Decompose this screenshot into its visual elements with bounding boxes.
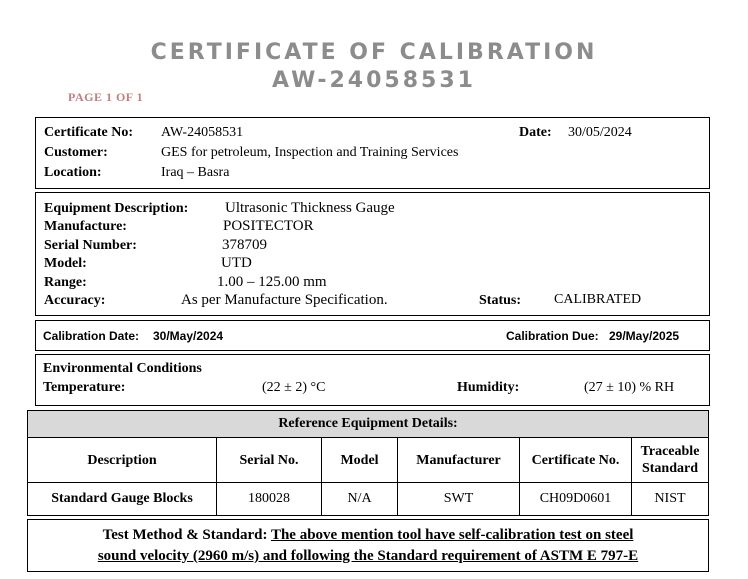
column-header: Certificate No.	[520, 438, 632, 483]
accuracy-value: As per Manufacture Specification.	[181, 292, 388, 308]
manufacture-value: POSITECTOR	[223, 218, 314, 234]
model-value: UTD	[221, 255, 252, 271]
temperature-label: Temperature:	[43, 380, 126, 395]
table-cell: SWT	[398, 483, 520, 516]
date-label: Date:	[519, 125, 552, 140]
table-cell: N/A	[322, 483, 398, 516]
humidity-label: Humidity:	[457, 380, 520, 395]
serial-number-value: 378709	[222, 237, 267, 253]
table-cell: 180028	[217, 483, 322, 516]
column-header: Manufacturer	[398, 438, 520, 483]
certificate-no-label: Certificate No:	[44, 125, 134, 140]
certificate-number-title: AW-24058531	[272, 68, 476, 93]
calibration-due-value: 29/May/2025	[609, 329, 680, 343]
calibration-date-label: Calibration Date:	[43, 329, 140, 343]
serial-number-label: Serial Number:	[44, 238, 137, 253]
table-cell: Standard Gauge Blocks	[28, 483, 217, 516]
page-label: PAGE 1 OF 1	[68, 90, 144, 104]
table-header-row	[28, 438, 709, 483]
range-label: Range:	[44, 275, 87, 290]
column-header: Serial No.	[217, 438, 322, 483]
accuracy-label: Accuracy:	[44, 293, 106, 308]
equipment-description-label: Equipment Description:	[44, 201, 189, 216]
reference-equipment-table	[27, 410, 709, 516]
test-method-box	[27, 519, 709, 572]
status-value: CALIBRATED	[554, 292, 642, 307]
temperature-value: (22 ± 2) °C	[262, 380, 326, 395]
header-box	[35, 117, 710, 189]
location-value: Iraq – Basra	[161, 165, 230, 180]
certificate-title: CERTIFICATE OF CALIBRATION	[150, 40, 598, 65]
test-method-line-1: The above mention tool have self-calibration test on steel	[270, 527, 634, 543]
column-header: Description	[28, 438, 217, 483]
test-method-label: Test Method & Standard:	[102, 527, 268, 543]
certificate-no-value: AW-24058531	[161, 125, 244, 140]
column-header: Traceable Standard	[632, 438, 709, 483]
calibration-dates-box	[35, 320, 710, 351]
calibration-date-value: 30/May/2024	[153, 329, 224, 343]
status-label: Status:	[479, 293, 522, 308]
humidity-value: (27 ± 10) % RH	[584, 380, 675, 395]
test-method-line-2: sound velocity (2960 m/s) and following the Standard requirement of ASTM E 797-E	[97, 548, 639, 564]
equipment-box	[35, 192, 710, 316]
table-row	[28, 483, 709, 516]
model-label: Model:	[44, 256, 87, 271]
location-label: Location:	[44, 165, 102, 180]
customer-label: Customer:	[44, 145, 108, 160]
range-value: 1.00 – 125.00 mm	[217, 274, 327, 290]
date-value: 30/05/2024	[568, 125, 632, 140]
environmental-box	[35, 354, 710, 406]
environmental-heading: Environmental Conditions	[43, 361, 202, 376]
table-cell: NIST	[632, 483, 709, 516]
customer-value: GES for petroleum, Inspection and Training Services	[161, 145, 459, 160]
column-header: Model	[322, 438, 398, 483]
equipment-description-value: Ultrasonic Thickness Gauge	[225, 200, 395, 216]
table-cell: CH09D0601	[520, 483, 632, 516]
manufacture-label: Manufacture:	[44, 219, 127, 234]
reference-table-heading: Reference Equipment Details:	[28, 411, 709, 438]
calibration-due-label: Calibration Due:	[506, 329, 599, 343]
